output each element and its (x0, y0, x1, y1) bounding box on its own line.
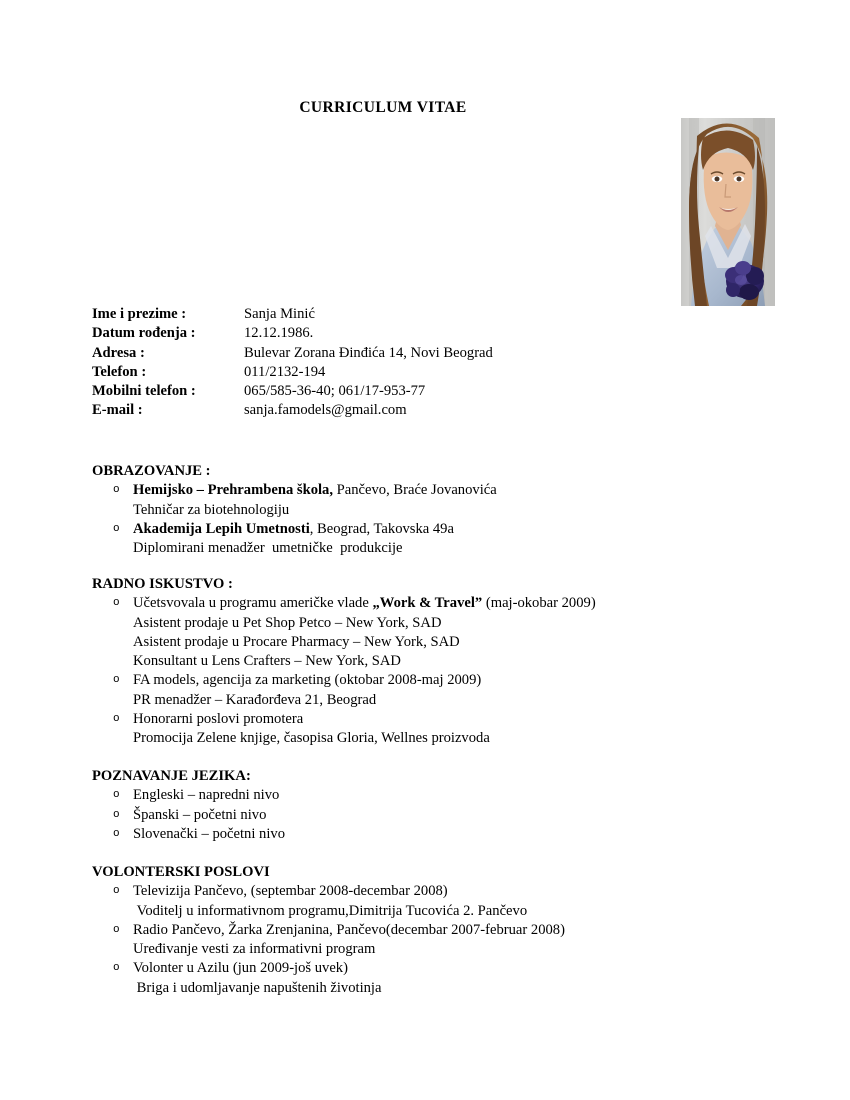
list-item-detail (133, 902, 792, 921)
circle-bullet-icon: o (113, 827, 120, 840)
text-run: Asistent prodaje u Pet Shop Petco – New York, SAD (133, 614, 442, 631)
section-obrazovanje (92, 462, 792, 558)
text-run: Asistent prodaje u Procare Pharmacy – New York, SAD (133, 633, 460, 650)
personal-info-row (92, 345, 652, 364)
section-radno-iskustvo (92, 575, 792, 749)
personal-info-value: Bulevar Zorana Đinđića 14, Novi Beograd (244, 344, 493, 361)
circle-bullet-icon: o (113, 597, 120, 610)
circle-bullet-icon: o (113, 674, 120, 687)
text-run: PR menadžer – Karađorđeva 21, Beograd (133, 691, 377, 708)
circle-bullet-icon: o (113, 885, 120, 898)
text-run: (maj-okobar 2009) (482, 595, 596, 612)
text-run: Voditelj u informativnom programu,Dimitrija Tucovića 2. Pančevo (133, 902, 528, 919)
text-run: Diplomirani menadžer umetničke produkcije (133, 540, 403, 557)
text-run: Honorarni poslovi promotera (133, 711, 304, 728)
personal-info-block (92, 306, 652, 422)
list-item (92, 594, 792, 671)
personal-info-value: Sanja Minić (244, 306, 315, 322)
circle-bullet-icon: o (113, 713, 120, 726)
personal-info-value: 011/2132-194 (244, 363, 326, 380)
list-item-title (133, 959, 792, 978)
text-run: FA models, agencija za marketing (oktobar 2008-maj 2009) (133, 672, 482, 689)
personal-info-label: Ime i prezime : (92, 306, 187, 322)
list-item-detail (133, 729, 792, 748)
section-title-radno-iskustvo: RADNO ISKUSTVO : (92, 576, 233, 592)
list-item-detail (133, 633, 792, 652)
portrait-photo-graphic (681, 118, 775, 306)
list-item (92, 481, 792, 520)
list-item (92, 959, 792, 998)
circle-bullet-icon: o (113, 808, 120, 821)
circle-bullet-icon: o (113, 484, 120, 497)
section-volonterski-poslovi (92, 863, 792, 998)
personal-info-value: 065/585-36-40; 061/17-953-77 (244, 383, 426, 400)
list-item-detail (133, 539, 792, 558)
list-item-title (133, 882, 792, 901)
text-run: Tehničar za biotehnologiju (133, 501, 290, 518)
list-item-detail (133, 501, 792, 520)
circle-bullet-icon: o (113, 522, 120, 535)
list-item-detail (133, 979, 792, 998)
list-item (92, 882, 792, 921)
list-item-detail (133, 691, 792, 710)
page-title: CURRICULUM VITAE (299, 99, 467, 116)
list-item-title (133, 710, 792, 729)
portrait-photo (681, 118, 775, 306)
text-run: Promocija Zelene knjige, časopisa Gloria, Wellnes proizvoda (133, 730, 490, 747)
text-run: Radio Pančevo, Žarka Zrenjanina, Pančevo(decembar 2007-februar 2008) (133, 921, 565, 938)
circle-bullet-icon: o (113, 789, 120, 802)
personal-info-row (92, 306, 652, 325)
text-run-bold: Akademija Lepih Umetnosti (133, 520, 310, 537)
list-item (92, 806, 792, 825)
text-run: Konsultant u Lens Crafters – New York, SAD (133, 653, 401, 670)
personal-info-row (92, 325, 652, 344)
personal-info-row (92, 364, 652, 383)
section-title-poznavanje-jezika: POZNAVANJE JEZIKA: (92, 768, 251, 784)
text-run: Slovenački – početni nivo (133, 825, 285, 842)
list-item-detail (133, 652, 792, 671)
circle-bullet-icon: o (113, 962, 120, 975)
list-item-title (133, 806, 792, 825)
personal-info-value: 12.12.1986. (244, 325, 314, 342)
personal-info-label: Datum rođenja : (92, 325, 196, 342)
personal-info-label: E-mail : (92, 402, 143, 419)
entries-volonterski-poslovi (92, 882, 792, 998)
section-title-volonterski-poslovi: VOLONTERSKI POSLOVI (92, 864, 270, 880)
section-poznavanje-jezika (92, 767, 792, 844)
list-item-title (133, 671, 792, 690)
circle-bullet-icon: o (113, 923, 120, 936)
text-run: Uređivanje vesti za informativni program (133, 941, 376, 958)
text-run: Španski – početni nivo (133, 806, 267, 823)
section-title-obrazovanje: OBRAZOVANJE : (92, 463, 211, 479)
list-item-title (133, 786, 792, 805)
text-run: Volonter u Azilu (jun 2009-još uvek) (133, 960, 348, 977)
list-item (92, 825, 792, 844)
entries-poznavanje-jezika (92, 786, 792, 844)
text-run: Pančevo, Braće Jovanovića (333, 482, 497, 499)
text-run-bold: Hemijsko – Prehrambena škola, (133, 482, 333, 499)
list-item (92, 921, 792, 960)
list-item-title (133, 921, 792, 940)
personal-info-row (92, 383, 652, 402)
list-item (92, 520, 792, 559)
list-item (92, 786, 792, 805)
text-run: Televizija Pančevo, (septembar 2008-decembar 2008) (133, 883, 448, 900)
entries-radno-iskustvo (92, 594, 792, 748)
personal-info-label: Adresa : (92, 344, 145, 361)
text-run: Engleski – napredni nivo (133, 787, 280, 804)
list-item (92, 710, 792, 749)
text-run: , Beograd, Takovska 49a (309, 520, 454, 537)
entries-obrazovanje (92, 481, 792, 558)
list-item-detail (133, 614, 792, 633)
list-item (92, 671, 792, 710)
personal-info-row (92, 402, 652, 421)
text-run: Briga i udomljavanje napuštenih životinja (133, 979, 382, 996)
list-item-title (133, 520, 792, 539)
personal-info-value: sanja.famodels@gmail.com (244, 402, 407, 419)
text-run-bold: „Work & Travel” (372, 595, 483, 612)
personal-info-label: Mobilni telefon : (92, 383, 196, 400)
text-run: Učetsvovala u programu američke vlade (133, 595, 373, 612)
list-item-title (133, 594, 792, 613)
list-item-detail (133, 940, 792, 959)
personal-info-label: Telefon : (92, 363, 147, 380)
list-item-title (133, 825, 792, 844)
list-item-title (133, 481, 792, 500)
